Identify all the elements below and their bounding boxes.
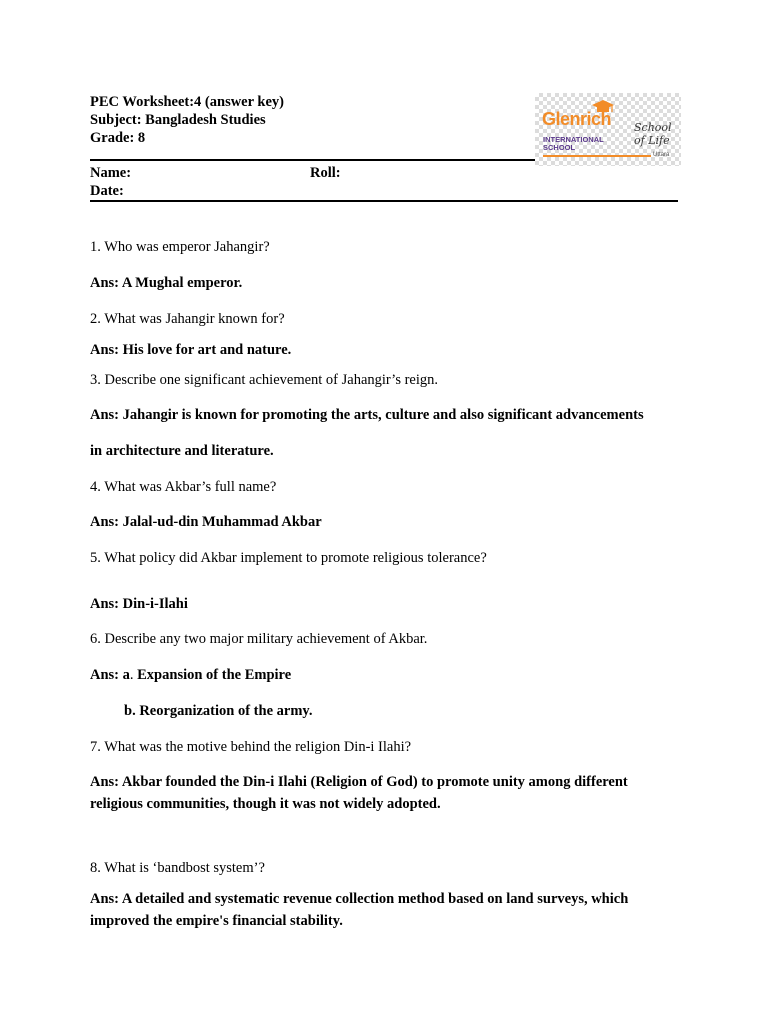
answer-7-line1: Ans: Akbar founded the Din-i Ilahi (Religion of God) to promote unity among different <box>90 774 628 790</box>
question-7: 7. What was the motive behind the religion Din-i Ilahi? <box>90 739 412 755</box>
question-2: 2. What was Jahangir known for? <box>90 311 285 327</box>
logo-motto-line1: School <box>634 121 672 134</box>
worksheet-title: PEC Worksheet:4 (answer key) <box>90 94 284 110</box>
question-6: 6. Describe any two major military achievement of Akbar. <box>90 631 428 647</box>
answer-3-line2: in architecture and literature. <box>90 443 274 459</box>
name-label: Name: <box>90 165 132 181</box>
question-3: 3. Describe one significant achievement of Jahangir’s reign. <box>90 372 439 388</box>
roll-label: Roll: <box>310 165 341 181</box>
answer-8-line1: Ans: A detailed and systematic revenue collection method based on land surveys, which <box>90 891 629 907</box>
logo-brand: Glenrich <box>542 109 612 129</box>
question-5: 5. What policy did Akbar implement to promote religious tolerance? <box>90 550 487 566</box>
answer-1: Ans: A Mughal emperor. <box>90 275 243 291</box>
logo-place: Uttara <box>653 152 670 158</box>
answer-4: Ans: Jalal-ud-din Muhammad Akbar <box>90 514 322 530</box>
question-4: 4. What was Akbar’s full name? <box>90 479 277 495</box>
date-label: Date: <box>90 183 124 199</box>
answer-7-line2: religious communities, though it was not widely adopted. <box>90 796 441 812</box>
school-logo <box>535 93 681 166</box>
logo-motto <box>634 121 672 147</box>
grade-line: Grade: 8 <box>90 130 146 146</box>
header-rule-top <box>90 159 536 161</box>
logo-school-name <box>543 136 604 152</box>
question-1: 1. Who was emperor Jahangir? <box>90 239 270 255</box>
answer-6-prefix: Ans: a <box>90 667 130 683</box>
question-8: 8. What is ‘bandbost system’? <box>90 860 265 876</box>
logo-underline <box>543 155 651 157</box>
answer-3-line1: Ans: Jahangir is known for promoting the arts, culture and also significant advancements <box>90 407 644 423</box>
answer-6-line2: b. Reorganization of the army. <box>124 703 313 719</box>
answer-6-item-a: Expansion of the Empire <box>133 667 292 683</box>
answer-6-dot: . <box>129 667 134 683</box>
answer-5: Ans: Din-i-Ilahi <box>90 596 188 612</box>
header-rule-bottom <box>90 200 678 202</box>
answer-2: Ans: His love for art and nature. <box>90 342 292 358</box>
logo-school-line2: SCHOOL <box>543 143 576 152</box>
logo-motto-line2: of Life <box>634 134 670 147</box>
answer-8-line2: improved the empire's financial stability. <box>90 913 343 929</box>
logo-school-line1: INTERNATIONAL <box>543 135 604 144</box>
answer-6-line1 <box>90 667 291 684</box>
subject-line: Subject: Bangladesh Studies <box>90 112 266 128</box>
